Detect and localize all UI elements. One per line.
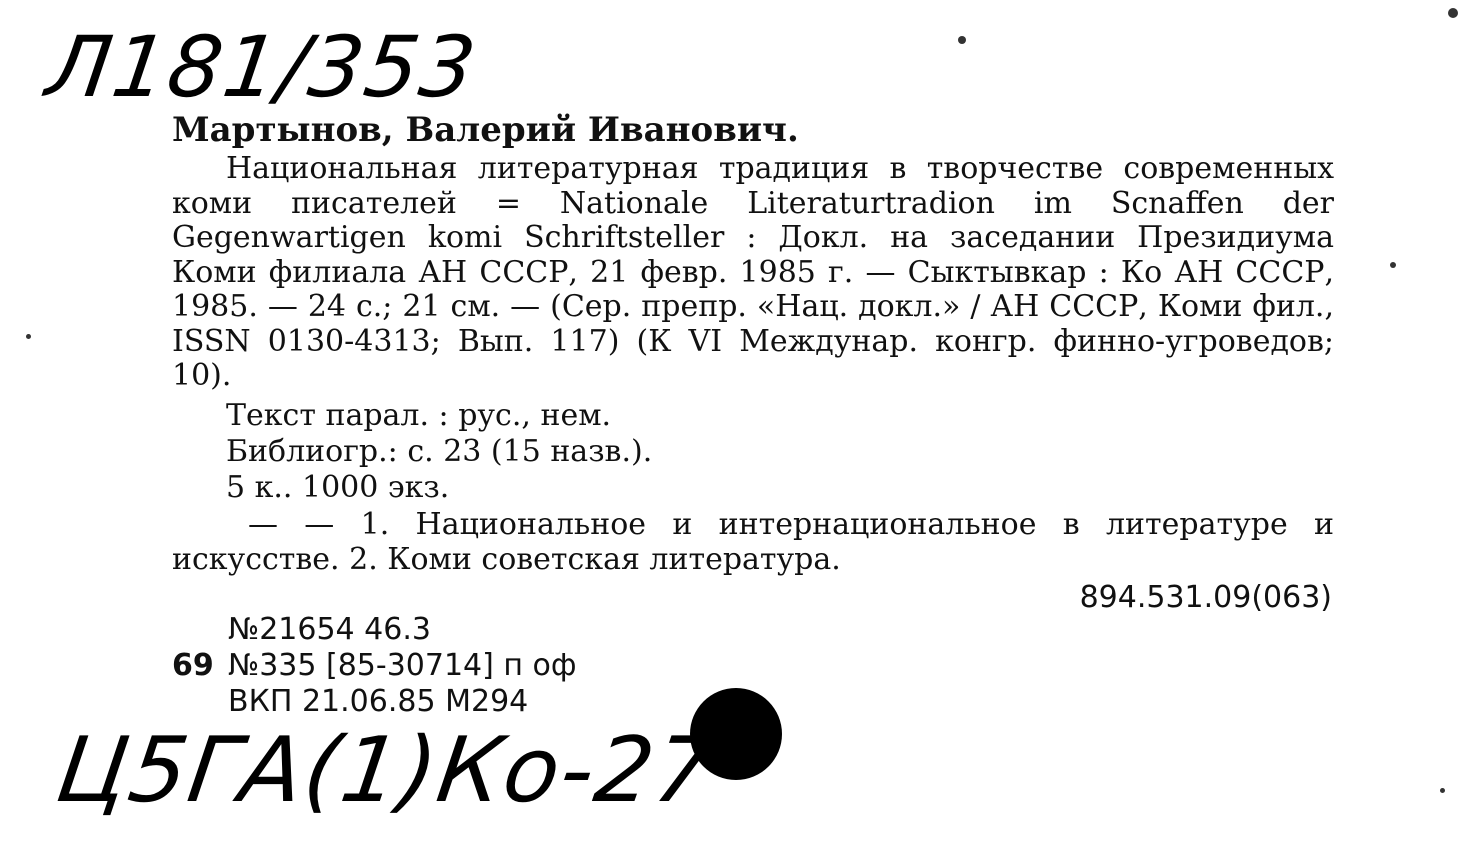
note-bibliography: Библиогр.: с. 23 (15 назв.).	[226, 434, 653, 469]
accession-prefix: 69	[172, 648, 214, 683]
author-heading: Мартынов, Валерий Иванович.	[172, 110, 799, 150]
subject-headings: — — 1. Национальное и интернациональное в литературе и искусстве. 2. Коми советская литература.	[172, 507, 1334, 577]
note-language: Текст парал. : рус., нем.	[226, 398, 612, 433]
accession-line-3: ВКП 21.06.85 М294	[228, 684, 529, 719]
scan-speck	[1440, 788, 1445, 793]
scan-speck	[958, 36, 966, 44]
accession-line-1: №21654 46.3	[228, 612, 431, 647]
scan-speck	[1448, 8, 1458, 18]
udc-classification: 894.531.09(063)	[1079, 580, 1332, 615]
accession-line-2: №335 [85-30714] п оф	[228, 648, 577, 683]
scan-speck	[1390, 262, 1396, 268]
handwritten-call-number: Л181/353	[41, 18, 484, 116]
note-price-print-run: 5 к.. 1000 экз.	[226, 470, 450, 505]
handwritten-shelf-mark: Ц5ГА(1)Ко-27	[50, 718, 722, 823]
bibliographic-description: Национальная литературная традиция в творчестве современных коми писателей = Nationale Literaturtradion im Scnaffen der Gegenwartigen komi Schriftsteller : Докл. на заседании Президиума Коми филиала АН СССР, 21 февр. 1985 г. — Сыктывкар : Ко АН СССР, 1985. — 24 с.; 21 см. — (Сер. препр. «Нац. докл.» / АН СССР, Коми фил., ISSN 0130-4313; Вып. 117) (К VI Междунар. конгр. финно-угроведов; 10).	[172, 151, 1334, 393]
scan-speck	[26, 334, 31, 339]
